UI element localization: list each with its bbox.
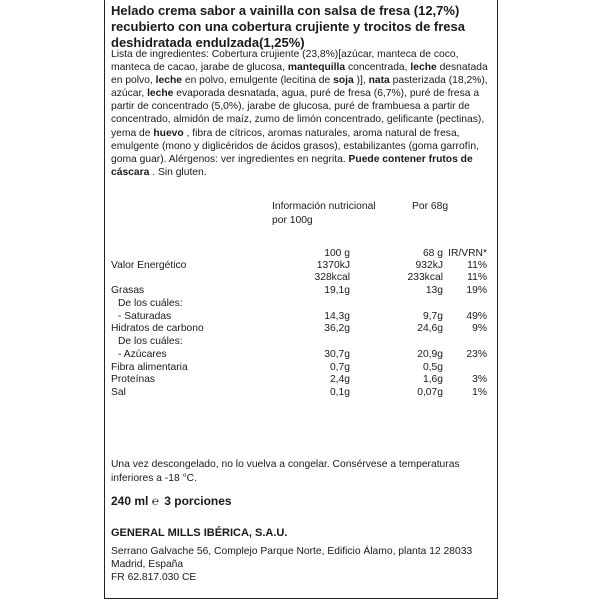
- ingredients-list: [111, 48, 495, 179]
- nutrient-value-68g: 20,9g: [417, 349, 443, 360]
- nutrient-value-100g: 328kcal: [314, 272, 350, 283]
- portions: 3 porciones: [164, 494, 232, 508]
- estimated-sign-icon: ℮: [151, 494, 159, 508]
- nutrient-value-100g: 0,7g: [329, 362, 350, 373]
- ingredient-text: concentrada,: [345, 62, 411, 74]
- net-quantity: 240 ml: [111, 494, 149, 508]
- nutrient-value-ir: 11%: [467, 260, 487, 271]
- nutrient-value-100g: 0,1g: [329, 387, 350, 398]
- ingredient-allergen: soja: [333, 75, 354, 87]
- nutrient-value-68g: 0,5g: [422, 362, 443, 373]
- net-quantity-line: [111, 494, 232, 508]
- nutrient-value-100g: 30,7g: [324, 349, 350, 360]
- ingredient-text: , fibra de cítricos, aromas naturales, aroma natural de fresa, emulgente (mono y diglicéridos de ácidos grasos), estabilizantes (goma garrofín, goma guar). Alérgenos: ver ingredientes en negrita.: [111, 127, 480, 165]
- nutrient-value-68g: 13g: [425, 285, 443, 296]
- nutrient-value-ir: 19%: [466, 285, 487, 296]
- nutrient-value-ir: 1%: [472, 387, 487, 398]
- nutrient-value-68g: 0,07g: [417, 387, 443, 398]
- nutrition-subheader-68g: 68 g: [422, 248, 443, 259]
- nutrient-label: Hidratos de carbono: [111, 323, 204, 334]
- nutrient-value-100g: 1370kJ: [316, 260, 350, 271]
- company-address: [111, 545, 491, 584]
- ingredient-allergen: huevo: [153, 127, 184, 139]
- nutrition-subheader-100g: 100 g: [324, 248, 350, 259]
- nutrition-header-portion: Por 68g: [412, 201, 449, 212]
- nutrient-value-68g: 932kJ: [415, 260, 443, 271]
- company-name: GENERAL MILLS IBÉRICA, S.A.U.: [111, 527, 288, 539]
- nutrient-value-ir: 11%: [467, 272, 487, 283]
- nutrition-header-per100: Información nutricional por 100g: [272, 201, 376, 226]
- nutrient-value-100g: 19,1g: [324, 285, 350, 296]
- nutrient-value-100g: 36,2g: [324, 323, 350, 334]
- nutrient-value-ir: 9%: [472, 323, 487, 334]
- ingredient-allergen: leche: [155, 75, 182, 87]
- nutrient-label: Sal: [111, 387, 126, 398]
- address-line-1: Serrano Galvache 56, Complejo Parque Norte, Edificio Álamo, planta 12 28033: [111, 546, 473, 557]
- nutrient-value-68g: 1,6g: [422, 374, 443, 385]
- nutrient-label: Valor Energético: [111, 260, 187, 271]
- nutrient-label: Proteínas: [111, 374, 156, 385]
- ingredient-allergen: leche: [410, 62, 437, 74]
- nutrient-value-100g: 14,3g: [324, 311, 350, 322]
- ingredient-text: )],: [353, 75, 369, 87]
- product-title: Helado crema sabor a vainilla con salsa de fresa (12,7%) recubierto con una cobertura crujiente y trocitos de fresa deshidratada endulzada(1,25%): [111, 3, 465, 50]
- nutrient-value-68g: 9,7g: [422, 311, 443, 322]
- ingredient-text: Lista de ingredientes: Cobertura crujiente (23,8%)[azúcar, manteca de coco, manteca de cacao, jarabe de glucosa,: [111, 49, 459, 74]
- nutrient-label: Grasas: [111, 285, 145, 296]
- nutrient-label: - Azúcares: [118, 349, 167, 360]
- ingredient-allergen: Puede contener frutos de cáscara: [111, 153, 473, 178]
- nutrient-value-68g: 233kcal: [407, 272, 443, 283]
- nutrient-label: De los cuáles:: [118, 298, 183, 309]
- nutrient-value-ir: 3%: [472, 374, 487, 385]
- nutrient-label: De los cuáles:: [118, 336, 183, 347]
- nutrition-subheader-ir: IR/VRN*: [448, 248, 487, 259]
- ingredient-allergen: leche: [147, 88, 174, 100]
- address-line-2: Madrid, España: [111, 559, 184, 570]
- ingredient-text: . Sin gluten.: [149, 166, 207, 178]
- registration-number: FR 62.817.030 CE: [111, 572, 197, 583]
- nutrient-value-ir: 49%: [466, 311, 487, 322]
- ingredient-allergen: nata: [368, 75, 390, 87]
- ingredient-text: en polvo, emulgente (lecitina de: [182, 75, 334, 87]
- nutrient-label: - Saturadas: [118, 311, 172, 322]
- ingredient-text: desnatada en polvo,: [111, 62, 488, 87]
- ingredient-allergen: mantequilla: [287, 62, 346, 74]
- storage-instructions: Una vez descongelado, no lo vuelva a congelar. Consérvese a temperaturas inferiores a -18 °C.: [111, 459, 460, 484]
- nutrient-value-68g: 24,6g: [417, 323, 443, 334]
- nutrient-value-100g: 2,4g: [329, 374, 350, 385]
- ingredient-text: evaporada desnatada, agua, puré de fresa (6,7%), puré de fresa a partir de concentrado (5,0%), jarabe de glucosa, puré de frambuesa a partir de concentrado, almidón de maíz, zumo de limón concentrado, gelificante (pectinas), yema de: [111, 88, 485, 139]
- nutrient-label: Fibra alimentaria: [111, 362, 188, 373]
- ingredient-text: pasterizada (18,2%), azúcar,: [111, 75, 488, 100]
- nutrient-value-ir: 23%: [466, 349, 487, 360]
